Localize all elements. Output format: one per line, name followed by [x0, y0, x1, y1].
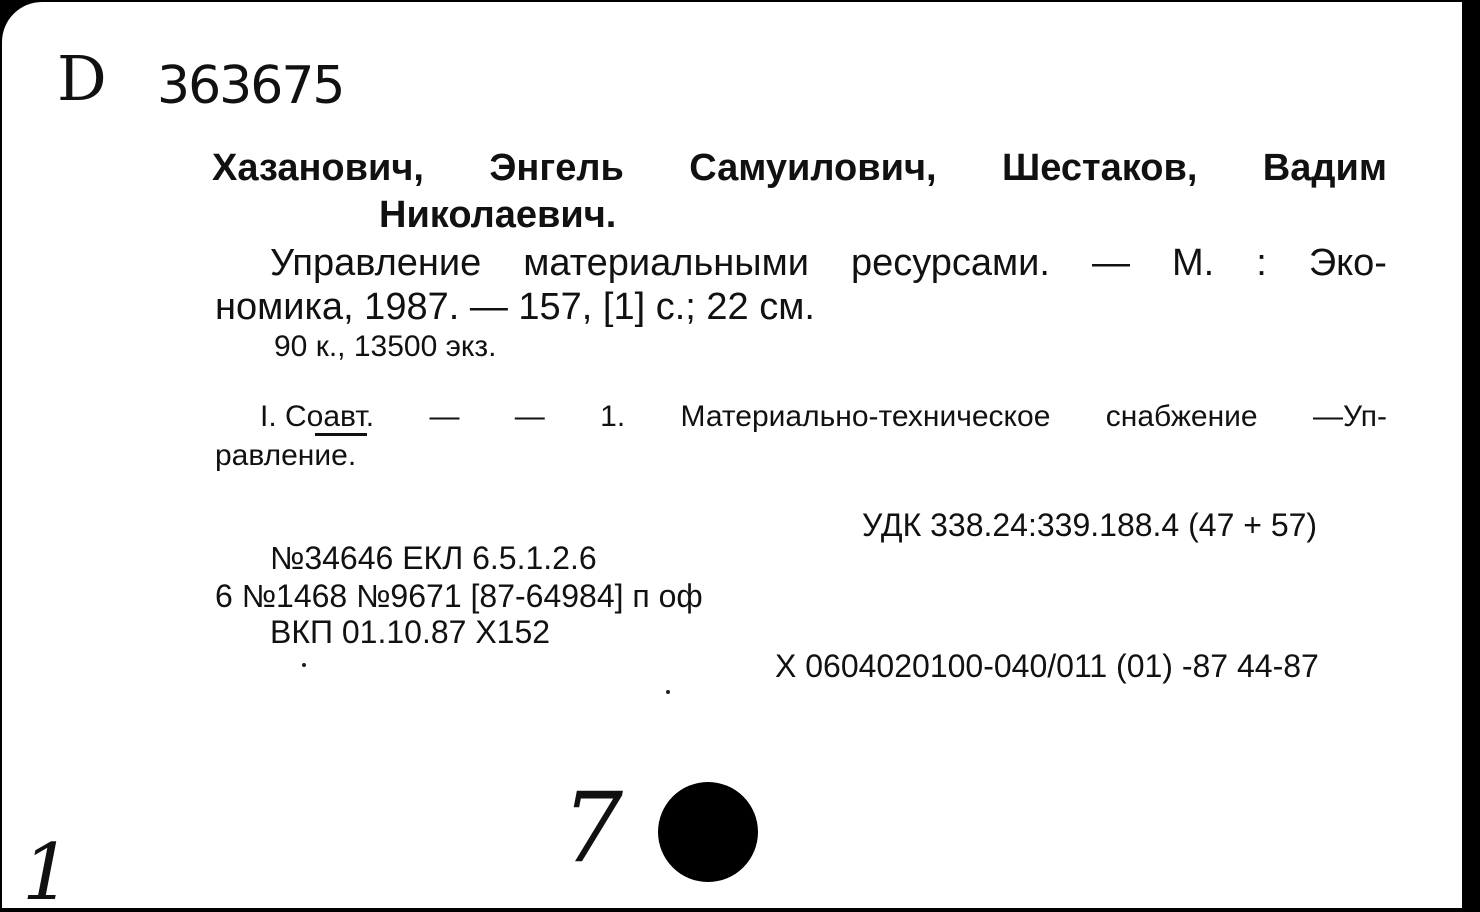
- tracing-word: —: [514, 400, 545, 433]
- title-word: —: [1091, 242, 1130, 284]
- tracings-line-1: [260, 400, 1387, 434]
- title-word: :: [1256, 242, 1267, 284]
- author-word: Шестаков,: [1002, 147, 1198, 189]
- price-and-print-run: 90 к., 13500 экз.: [274, 330, 497, 363]
- author-word: Вадим: [1262, 147, 1387, 189]
- registration-line-2: 6 №1468 №9671 [87-64984] п оф: [215, 578, 703, 614]
- tracing-word: —: [429, 400, 460, 433]
- title-word: Эко-: [1308, 242, 1387, 284]
- authors-line-1: [212, 147, 1387, 190]
- tracing-word: I. Соавт.: [260, 400, 375, 433]
- author-word: Самуилович,: [689, 147, 937, 189]
- registration-line-3: ВКП 01.10.87 Х152: [270, 614, 551, 650]
- author-word: Хазанович,: [212, 147, 424, 189]
- handwritten-underline: [315, 433, 367, 436]
- tracing-word: 1.: [600, 400, 626, 433]
- handwritten-seven: 7: [562, 772, 624, 884]
- author-word: Энгель: [489, 147, 624, 189]
- title-word: ресурсами.: [850, 242, 1050, 284]
- handwritten-one: 1: [22, 828, 72, 908]
- tracings-line-2: равление.: [215, 439, 357, 472]
- tracing-word: Материально-техническое: [680, 400, 1051, 433]
- title-word: материальными: [523, 242, 809, 284]
- shelf-letter: D: [57, 42, 107, 115]
- tracing-word: —Уп-: [1312, 400, 1387, 433]
- udc-code: УДК 338.24:339.188.4 (47 + 57): [862, 507, 1318, 543]
- title-word: М.: [1172, 242, 1215, 284]
- filled-dot-mark: [658, 782, 758, 882]
- catalog-card: [2, 2, 1462, 908]
- publisher-code: Х 0604020100-040/011 (01) -87 44-87: [775, 648, 1319, 684]
- speck: [666, 690, 670, 694]
- tracing-word: снабжение: [1105, 400, 1258, 433]
- title-word: Управление: [270, 242, 482, 284]
- speck: [302, 663, 306, 667]
- authors-line-2: Николаевич.: [379, 194, 617, 236]
- title-line-1: [270, 242, 1387, 285]
- shelf-number: 363675: [157, 56, 344, 116]
- registration-line-1: №34646 ЕКЛ 6.5.1.2.6: [270, 540, 597, 576]
- title-line-2: номика, 1987. — 157, [1] с.; 22 см.: [215, 286, 815, 328]
